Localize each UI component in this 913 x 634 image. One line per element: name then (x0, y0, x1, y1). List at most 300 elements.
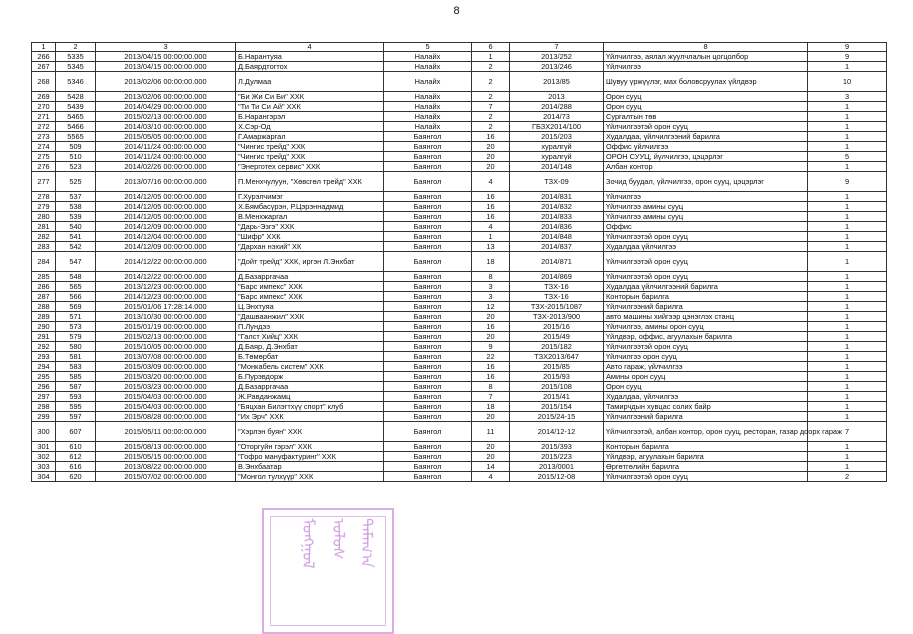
table-cell: Баянгол (384, 382, 472, 392)
table-cell: 3 (472, 282, 510, 292)
table-cell: Б.Нарангэрэл (236, 112, 384, 122)
table-cell: 295 (32, 372, 56, 382)
table-cell: Үйлчилгээ, амины орон сууц (604, 322, 808, 332)
table-cell: 7 (472, 102, 510, 112)
table-cell: Баянгол (384, 252, 472, 272)
table-cell: 1 (808, 292, 887, 302)
table-cell: 1 (808, 202, 887, 212)
table-cell: 5465 (56, 112, 96, 122)
table-cell: Амины орон сууц (604, 372, 808, 382)
table-row (32, 462, 887, 472)
table-cell: 303 (32, 462, 56, 472)
table-cell: 2014/02/26 00:00:00.000 (96, 162, 236, 172)
table-cell: П.Менхчулуун, "Хөвсгөл трейд" ХХК (236, 172, 384, 192)
table-cell: 5428 (56, 92, 96, 102)
table-cell: 291 (32, 332, 56, 342)
table-cell: Үйлчилгээ амины сууц (604, 202, 808, 212)
table-cell: Үйлчилгээ (604, 62, 808, 72)
table-cell: 566 (56, 292, 96, 302)
table-cell: 2014/04/29 00:00:00.000 (96, 102, 236, 112)
table-cell: 2015/108 (510, 382, 604, 392)
table-cell: 2015/07/02 00:00:00.000 (96, 472, 236, 482)
table-cell: 1 (808, 412, 887, 422)
table-cell: Үйлчилгээтэй орон сууц (604, 342, 808, 352)
table-row (32, 142, 887, 152)
table-cell: Үйлчилгээний барилга (604, 302, 808, 312)
table-cell: 2014/871 (510, 252, 604, 272)
table-row (32, 232, 887, 242)
table-cell: "Чингис трейд" ХХК (236, 152, 384, 162)
table-cell: 612 (56, 452, 96, 462)
table-cell: 2015/41 (510, 392, 604, 402)
table-row (32, 162, 887, 172)
table-cell: 20 (472, 152, 510, 162)
table-cell: 2014/12/22 00:00:00.000 (96, 252, 236, 272)
table-cell: 4 (472, 222, 510, 232)
table-cell: Д.Базарргачаа (236, 382, 384, 392)
table-cell: 2 (472, 122, 510, 132)
table-cell: 593 (56, 392, 96, 402)
table-row (32, 372, 887, 382)
table-cell: 2013/252 (510, 52, 604, 62)
table-cell: 5346 (56, 72, 96, 92)
table-cell: "Монкабель систем" ХХК (236, 362, 384, 372)
table-cell: 548 (56, 272, 96, 282)
table-cell: Оффис үйлчилгээ (604, 142, 808, 152)
table-cell: 2014/12/23 00:00:00.000 (96, 292, 236, 302)
table-cell: 288 (32, 302, 56, 312)
table-cell: Баянгол (384, 212, 472, 222)
table-cell: Үйлчилгээтэй, албан контор, орон сууц, ресторан, газар доорх гараж (604, 422, 808, 442)
table-cell: 2015/08/13 00:00:00.000 (96, 442, 236, 452)
table-row (32, 92, 887, 102)
table-cell: 2015/10/05 00:00:00.000 (96, 342, 236, 352)
table-row (32, 352, 887, 362)
table-row (32, 472, 887, 482)
header-cell: 3 (96, 43, 236, 52)
registry-table-body (32, 43, 887, 482)
table-cell: 2013/07/16 00:00:00.000 (96, 172, 236, 192)
table-cell: 5345 (56, 62, 96, 72)
table-cell: 2013/02/06 00:00:00.000 (96, 92, 236, 102)
table-row (32, 52, 887, 62)
table-cell: 2013/08/22 00:00:00.000 (96, 462, 236, 472)
table-cell: Ц.Энхтуяа (236, 302, 384, 312)
table-cell: 1 (808, 452, 887, 462)
table-cell: ТЗХ-2013/900 (510, 312, 604, 322)
table-cell: 16 (472, 202, 510, 212)
table-cell: Баянгол (384, 132, 472, 142)
table-cell: 2015/203 (510, 132, 604, 142)
table-cell: Баянгол (384, 472, 472, 482)
table-cell: 9 (808, 172, 887, 192)
table-row (32, 202, 887, 212)
table-cell: В.Энхбаатар (236, 462, 384, 472)
table-cell: Ж.Равданжамц (236, 392, 384, 402)
table-cell: 13 (472, 242, 510, 252)
table-cell: Б.Төмөрбат (236, 352, 384, 362)
table-cell: 293 (32, 352, 56, 362)
table-cell: 2013/85 (510, 72, 604, 92)
table-cell: "Гофро мануфактуринг" ХХК (236, 452, 384, 462)
table-cell: 16 (472, 212, 510, 222)
table-cell: Баянгол (384, 162, 472, 172)
table-cell: 2014/12/05 00:00:00.000 (96, 192, 236, 202)
table-cell: 2014/12/09 00:00:00.000 (96, 242, 236, 252)
table-cell: 2015/49 (510, 332, 604, 342)
table-cell: Үйлчилгээ (604, 192, 808, 202)
table-cell: 539 (56, 212, 96, 222)
table-cell: 16 (472, 132, 510, 142)
table-cell: Конторын барилга (604, 292, 808, 302)
table-cell: Үйлчилгээ амины сууц (604, 212, 808, 222)
table-cell: 2015/03/23 00:00:00.000 (96, 382, 236, 392)
table-cell: 266 (32, 52, 56, 62)
table-cell: "Их Эрч" ХХК (236, 412, 384, 422)
table-cell: 16 (472, 372, 510, 382)
table-cell: Баянгол (384, 372, 472, 382)
table-cell: Үйлчилгээний барилга (604, 412, 808, 422)
table-row (32, 302, 887, 312)
table-cell: 1 (808, 352, 887, 362)
table-cell: Орон сууц (604, 102, 808, 112)
table-cell: 2013/10/30 00:00:00.000 (96, 312, 236, 322)
table-cell: "Галст Хийц" ХХК (236, 332, 384, 342)
table-row (32, 452, 887, 462)
header-cell: 9 (808, 43, 887, 52)
table-cell: 281 (32, 222, 56, 232)
table-cell: 270 (32, 102, 56, 112)
table-cell: Налайх (384, 72, 472, 92)
table-cell: 2015/182 (510, 342, 604, 352)
table-cell: Баянгол (384, 192, 472, 202)
table-cell: 294 (32, 362, 56, 372)
table-cell: 580 (56, 342, 96, 352)
table-cell: Баянгол (384, 452, 472, 462)
table-cell: Баянгол (384, 342, 472, 352)
table-row (32, 102, 887, 112)
table-cell: Оффис (604, 222, 808, 232)
table-cell: 620 (56, 472, 96, 482)
table-cell: Баянгол (384, 272, 472, 282)
table-cell: 301 (32, 442, 56, 452)
table-cell: 284 (32, 252, 56, 272)
table-cell: "Ти Ти Си Ай" ХХК (236, 102, 384, 112)
table-cell: 1 (808, 212, 887, 222)
table-cell: 2013/04/15 00:00:00.000 (96, 62, 236, 72)
table-cell: Сургалтын төв (604, 112, 808, 122)
table-cell: 2014/12-12 (510, 422, 604, 442)
table-cell: 267 (32, 62, 56, 72)
table-cell: 298 (32, 402, 56, 412)
table-cell: 268 (32, 72, 56, 92)
table-cell: Орон сууц (604, 382, 808, 392)
table-row (32, 112, 887, 122)
table-cell: 5565 (56, 132, 96, 142)
table-cell: 20 (472, 452, 510, 462)
table-row (32, 442, 887, 452)
table-cell: 1 (808, 62, 887, 72)
table-cell: 277 (32, 172, 56, 192)
table-cell: Конторын барилга (604, 442, 808, 452)
table-cell: Баянгол (384, 322, 472, 332)
table-cell: 585 (56, 372, 96, 382)
header-cell: 4 (236, 43, 384, 52)
table-row (32, 402, 887, 412)
table-cell: Үйлдвэр, оффис, агуулахын барилга (604, 332, 808, 342)
table-cell: 296 (32, 382, 56, 392)
table-cell: ТЗХ-09 (510, 172, 604, 192)
table-cell: Худалдаа үйлчилгээ (604, 242, 808, 252)
table-cell: 1 (808, 372, 887, 382)
table-cell: 1 (808, 382, 887, 392)
table-cell: 1 (808, 302, 887, 312)
table-cell: 20 (472, 332, 510, 342)
table-cell: 2015/223 (510, 452, 604, 462)
table-cell: 269 (32, 92, 56, 102)
table-cell: 2015/05/15 00:00:00.000 (96, 452, 236, 462)
table-cell: Баянгол (384, 312, 472, 322)
table-row (32, 392, 887, 402)
table-cell: ТЗХ-16 (510, 282, 604, 292)
table-row (32, 282, 887, 292)
table-cell: 287 (32, 292, 56, 302)
table-cell: 616 (56, 462, 96, 472)
table-cell: 3 (472, 292, 510, 302)
table-cell: 2014/836 (510, 222, 604, 232)
table-cell: 581 (56, 352, 96, 362)
table-cell: авто машины хийгээр цэнэглэх станц (604, 312, 808, 322)
table-cell: Худалдаа, үйлчилгээний барилга (604, 132, 808, 142)
table-cell: 18 (472, 402, 510, 412)
table-cell: 1 (808, 402, 887, 412)
table-cell: 1 (472, 232, 510, 242)
table-cell: 20 (472, 412, 510, 422)
table-cell: "Дойт трейд" ХХК, иргэн Л.Энхбат (236, 252, 384, 272)
header-cell: 5 (384, 43, 472, 52)
table-cell: 5466 (56, 122, 96, 132)
table-cell: 2014/848 (510, 232, 604, 242)
table-cell: 607 (56, 422, 96, 442)
table-cell: 2014/832 (510, 202, 604, 212)
table-cell: 274 (32, 142, 56, 152)
table-row (32, 342, 887, 352)
table-cell: Баянгол (384, 332, 472, 342)
table-cell: 2014/837 (510, 242, 604, 252)
table-cell: 278 (32, 192, 56, 202)
page-number: 8 (453, 5, 460, 17)
table-row (32, 382, 887, 392)
table-cell: Налайх (384, 122, 472, 132)
table-row (32, 332, 887, 342)
table-row (32, 312, 887, 322)
table-cell: 1 (808, 332, 887, 342)
table-cell: "Би Жи Си Би" ХХК (236, 92, 384, 102)
table-cell: 292 (32, 342, 56, 352)
table-cell: Баянгол (384, 402, 472, 412)
table-cell: Баянгол (384, 242, 472, 252)
table-cell: 569 (56, 302, 96, 312)
table-cell: ТЗХ-2015/1087 (510, 302, 604, 312)
table-cell: "Оторгуйн гэрэл" ХХК (236, 442, 384, 452)
table-cell: "Дарь-Эзгэ" ХХК (236, 222, 384, 232)
table-cell: 1 (808, 312, 887, 322)
table-cell: 11 (472, 422, 510, 442)
table-cell: "Барс импекс" ХХК (236, 282, 384, 292)
table-row (32, 172, 887, 192)
table-cell: 302 (32, 452, 56, 462)
table-cell: 16 (472, 192, 510, 202)
table-row (32, 212, 887, 222)
table-cell: Баянгол (384, 442, 472, 452)
table-cell: 1 (808, 392, 887, 402)
table-cell: 2015/93 (510, 372, 604, 382)
table-cell: 273 (32, 132, 56, 142)
table-cell: 2015/04/03 00:00:00.000 (96, 392, 236, 402)
table-cell: 1 (808, 112, 887, 122)
table-cell: 2013/0001 (510, 462, 604, 472)
table-cell: 2015/85 (510, 362, 604, 372)
table-cell: 2 (808, 472, 887, 482)
table-cell: 300 (32, 422, 56, 442)
table-row (32, 412, 887, 422)
table-cell: 538 (56, 202, 96, 212)
table-cell: 2015/12-08 (510, 472, 604, 482)
table-cell: 2013/02/06 00:00:00.000 (96, 72, 236, 92)
table-row (32, 362, 887, 372)
table-cell: 2014/73 (510, 112, 604, 122)
table-row (32, 192, 887, 202)
table-cell: "Бяцхан Билэгтхүү спорт" клуб (236, 402, 384, 412)
table-cell: Налайх (384, 62, 472, 72)
table-row (32, 152, 887, 162)
table-cell: 279 (32, 202, 56, 212)
table-cell: Б.Пурэвдорж (236, 372, 384, 382)
table-cell: 2014/12/09 00:00:00.000 (96, 222, 236, 232)
table-cell: 2014/831 (510, 192, 604, 202)
table-cell: 565 (56, 282, 96, 292)
table-cell: 547 (56, 252, 96, 272)
official-stamp (262, 508, 394, 634)
table-cell: 20 (472, 312, 510, 322)
table-row (32, 122, 887, 132)
header-cell: 8 (604, 43, 808, 52)
table-cell: 525 (56, 172, 96, 192)
table-cell: 573 (56, 322, 96, 332)
table-cell: Зочид буудал, үйлчилгээ, орон сууц, цэцэрлэг (604, 172, 808, 192)
table-cell: "Чингис трейд" ХХК (236, 142, 384, 152)
stamp-script-mark: ᠲᠠᠮᠠᠭ᠎ᠠ (357, 518, 376, 568)
table-cell: Үйлдвэр, агуулахын барилга (604, 452, 808, 462)
table-cell: 2013/07/08 00:00:00.000 (96, 352, 236, 362)
table-cell: 304 (32, 472, 56, 482)
table-cell: "Шифр" ХХК (236, 232, 384, 242)
table-cell: 275 (32, 152, 56, 162)
table-cell: 1 (808, 102, 887, 112)
table-cell: Худалдаа үйлчилгээний барилга (604, 282, 808, 292)
table-cell: Баянгол (384, 362, 472, 372)
table-cell: 18 (472, 252, 510, 272)
table-cell: 2014/12/05 00:00:00.000 (96, 202, 236, 212)
table-cell: 2014/833 (510, 212, 604, 222)
table-cell: Баянгол (384, 172, 472, 192)
table-cell: Х.Сэр-Од (236, 122, 384, 132)
table-cell: Налайх (384, 92, 472, 102)
table-cell: 587 (56, 382, 96, 392)
table-cell: В.Менхжаргал (236, 212, 384, 222)
table-cell: 2 (472, 62, 510, 72)
table-cell: Орон сууц (604, 92, 808, 102)
table-cell: 20 (472, 162, 510, 172)
table-cell: 4 (472, 472, 510, 482)
table-cell: 523 (56, 162, 96, 172)
table-cell: 2013 (510, 92, 604, 102)
table-cell: Үйлчилгээ орон сууц (604, 352, 808, 362)
table-cell: 1 (808, 462, 887, 472)
table-cell: 2014/12/04 00:00:00.000 (96, 232, 236, 242)
table-cell: ГБЗХ2014/100 (510, 122, 604, 132)
table-cell: 2014/288 (510, 102, 604, 112)
table-cell: Налайх (384, 102, 472, 112)
table-cell: 2015/01/19 00:00:00.000 (96, 322, 236, 332)
table-cell: Баянгол (384, 292, 472, 302)
table-cell: 2014/03/10 00:00:00.000 (96, 122, 236, 132)
table-cell: 5335 (56, 52, 96, 62)
table-cell: 8 (472, 382, 510, 392)
table-cell: 286 (32, 282, 56, 292)
table-cell: 2015/154 (510, 402, 604, 412)
table-cell: ТЗХ-16 (510, 292, 604, 302)
table-cell: 2014/11/24 00:00:00.000 (96, 142, 236, 152)
table-row (32, 322, 887, 332)
stamp-script-mark: ᠮᠣᠩᠭᠣᠯ (299, 518, 318, 569)
table-cell: Баянгол (384, 422, 472, 442)
table-cell: 610 (56, 442, 96, 452)
table-cell: "Барс импекс" ХХК (236, 292, 384, 302)
table-cell: 1 (808, 162, 887, 172)
table-cell: 1 (808, 142, 887, 152)
table-cell: Үйлчилгээтэй орон сууц (604, 232, 808, 242)
table-cell: Баянгол (384, 392, 472, 402)
table-cell: Баянгол (384, 282, 472, 292)
table-cell: Баянгол (384, 352, 472, 362)
table-cell: 289 (32, 312, 56, 322)
table-cell: 2014/12/22 00:00:00.000 (96, 272, 236, 282)
table-cell: 282 (32, 232, 56, 242)
table-cell: 14 (472, 462, 510, 472)
table-cell: 7 (472, 392, 510, 402)
table-cell: 3 (808, 92, 887, 102)
table-cell: 2015/08/28 00:00:00.000 (96, 412, 236, 422)
table-cell: 540 (56, 222, 96, 232)
table-cell: 271 (32, 112, 56, 122)
table-cell: 579 (56, 332, 96, 342)
table-cell: 1 (808, 272, 887, 282)
table-cell: 2015/02/13 00:00:00.000 (96, 332, 236, 342)
table-cell: Баянгол (384, 152, 472, 162)
table-cell: 2015/393 (510, 442, 604, 452)
table-cell: Үйлчилгээтэй орон сууц (604, 472, 808, 482)
table-cell: Үйлчилгээтэй орон сууц (604, 252, 808, 272)
table-cell: 2015/05/11 00:00:00.000 (96, 422, 236, 442)
table-cell: 2013/04/15 00:00:00.000 (96, 52, 236, 62)
header-cell: 7 (510, 43, 604, 52)
table-row (32, 292, 887, 302)
table-cell: 290 (32, 322, 56, 332)
table-cell: 2013/12/23 00:00:00.000 (96, 282, 236, 292)
table-cell: ТЗХ2013/647 (510, 352, 604, 362)
header-cell: 2 (56, 43, 96, 52)
